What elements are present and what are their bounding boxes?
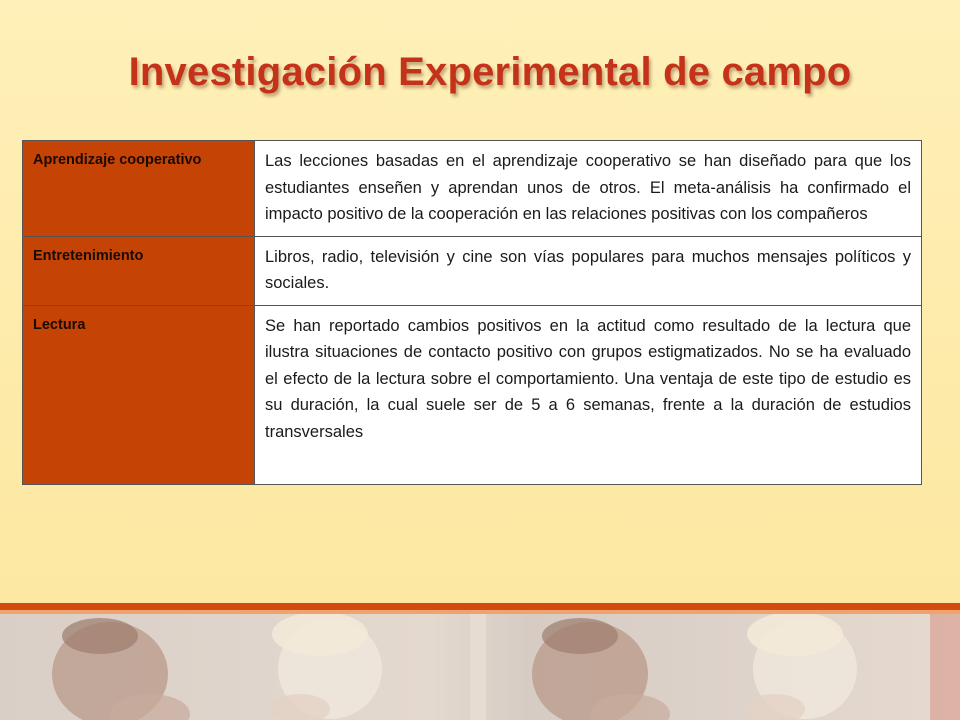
content-table xyxy=(22,140,922,485)
accent-bar xyxy=(0,603,960,610)
term-cell: Lectura xyxy=(23,305,255,484)
children-photo-image xyxy=(0,614,960,720)
table-row xyxy=(23,305,922,484)
table-row xyxy=(23,236,922,305)
table-row xyxy=(23,141,922,237)
description-cell: Libros, radio, televisión y cine son vías populares para muchos mensajes políticos y sociales. xyxy=(255,236,922,305)
term-cell: Entretenimiento xyxy=(23,236,255,305)
description-cell: Se han reportado cambios positivos en la actitud como resultado de la lectura que ilustra situaciones de contacto positivo con grupos estigmatizados. No se ha evaluado el efecto de la lectura sobre el comportamiento. Una ventaja de este tipo de estudio es su duración, la cual suele ser de 5 a 6 semanas, frente a la duración de estudios transversales xyxy=(255,305,922,484)
description-cell: Las lecciones basadas en el aprendizaje cooperativo se han diseñado para que los estudiantes enseñen y aprendan unos de otros. El meta-análisis ha confirmado el impacto positivo de la cooperación en las relaciones positivas con los compañeros xyxy=(255,141,922,237)
term-cell: Aprendizaje cooperativo xyxy=(23,141,255,237)
slide-title: Investigación Experimental de campo xyxy=(128,50,852,94)
children-photo-strip xyxy=(0,614,960,720)
